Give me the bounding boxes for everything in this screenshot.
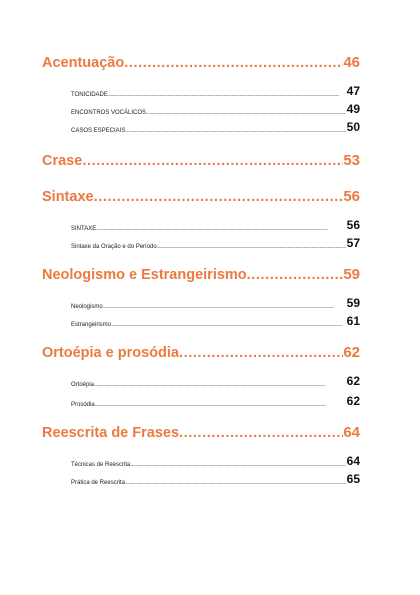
dot-leader	[94, 382, 346, 388]
toc-entry-main[interactable]	[42, 266, 360, 288]
page-number: 62	[343, 344, 360, 361]
page-number: 46	[343, 54, 360, 71]
dot-leader	[157, 244, 346, 250]
toc-entry-main[interactable]	[42, 344, 360, 366]
dot-leader	[130, 462, 345, 468]
toc-entry-sub[interactable]	[71, 292, 360, 310]
dot-leader	[125, 480, 346, 486]
dot-leader	[95, 402, 346, 408]
dot-leader	[124, 55, 343, 71]
toc-entry-main[interactable]	[42, 54, 360, 76]
toc-entry-main[interactable]	[42, 152, 360, 174]
dot-leader	[111, 322, 346, 328]
dot-leader	[82, 153, 343, 169]
section-title: Reescrita de Frases	[42, 425, 180, 441]
page-number: 49	[346, 102, 360, 116]
subsection-title: Sintaxe da Oração e do Período	[71, 244, 157, 250]
dot-leader	[247, 267, 344, 283]
toc-section-reescrita	[42, 424, 360, 486]
page-number: 47	[346, 84, 360, 98]
section-title: Neologismo e Estrangeirismo	[42, 267, 247, 283]
toc-entry-sub[interactable]	[71, 388, 360, 408]
toc-entry-sub[interactable]	[71, 450, 360, 468]
page-number: 62	[346, 394, 360, 408]
section-title: Crase	[42, 153, 83, 169]
dot-leader	[179, 345, 343, 361]
page-number: 56	[346, 218, 360, 232]
toc-entry-sub[interactable]	[71, 116, 360, 134]
page-number: 53	[343, 152, 360, 169]
page-number: 64	[343, 424, 360, 441]
section-title: Sintaxe	[42, 189, 94, 205]
subsection-title: Prosódia	[71, 402, 95, 408]
toc-entry-main[interactable]	[42, 424, 360, 446]
table-of-contents	[42, 54, 360, 486]
subsection-title: Técnicas de Reescrita	[71, 462, 131, 468]
toc-entry-sub[interactable]	[71, 232, 360, 250]
toc-section-sintaxe	[42, 188, 360, 250]
toc-entry-sub[interactable]	[71, 468, 360, 486]
toc-entry-sub[interactable]	[71, 80, 360, 98]
subsection-title: Prática de Reescrita	[71, 480, 126, 486]
toc-section-acentuacao	[42, 54, 360, 134]
subsection-title: ENCONTROS VOCÁLICOS	[71, 110, 147, 116]
subsection-title: Neologismo	[71, 304, 103, 310]
toc-entry-sub[interactable]	[71, 370, 360, 388]
subsection-title: CASOS ESPECIAIS	[71, 128, 126, 134]
page-number: 65	[346, 472, 360, 486]
toc-section-ortoepia	[42, 344, 360, 408]
section-title: Ortoépia e prosódia	[42, 345, 179, 361]
toc-entry-sub[interactable]	[71, 98, 360, 116]
page-number: 59	[343, 266, 360, 283]
page-number: 64	[346, 454, 360, 468]
dot-leader	[179, 425, 343, 441]
page-number: 61	[346, 314, 360, 328]
section-title: Acentuação	[42, 55, 125, 71]
subsection-title: Ortoépia	[71, 382, 95, 388]
page-number: 57	[346, 236, 360, 250]
toc-section-crase	[42, 152, 360, 174]
dot-leader	[94, 189, 344, 205]
toc-entry-main[interactable]	[42, 188, 360, 210]
toc-section-neologismo	[42, 266, 360, 328]
subsection-title: SINTAXE	[71, 226, 97, 232]
page-number: 59	[346, 296, 360, 310]
toc-entry-sub[interactable]	[71, 214, 360, 232]
dot-leader	[103, 304, 346, 310]
page-number: 50	[346, 120, 360, 134]
dot-leader	[96, 226, 345, 232]
toc-entry-sub[interactable]	[71, 310, 360, 328]
dot-leader	[125, 128, 345, 134]
page-number: 56	[343, 188, 360, 205]
dot-leader	[146, 110, 346, 116]
dot-leader	[108, 92, 346, 98]
subsection-title: Estrangeirismo	[71, 322, 112, 328]
subsection-title: TONICIDADE	[71, 92, 108, 98]
page-number: 62	[346, 374, 360, 388]
